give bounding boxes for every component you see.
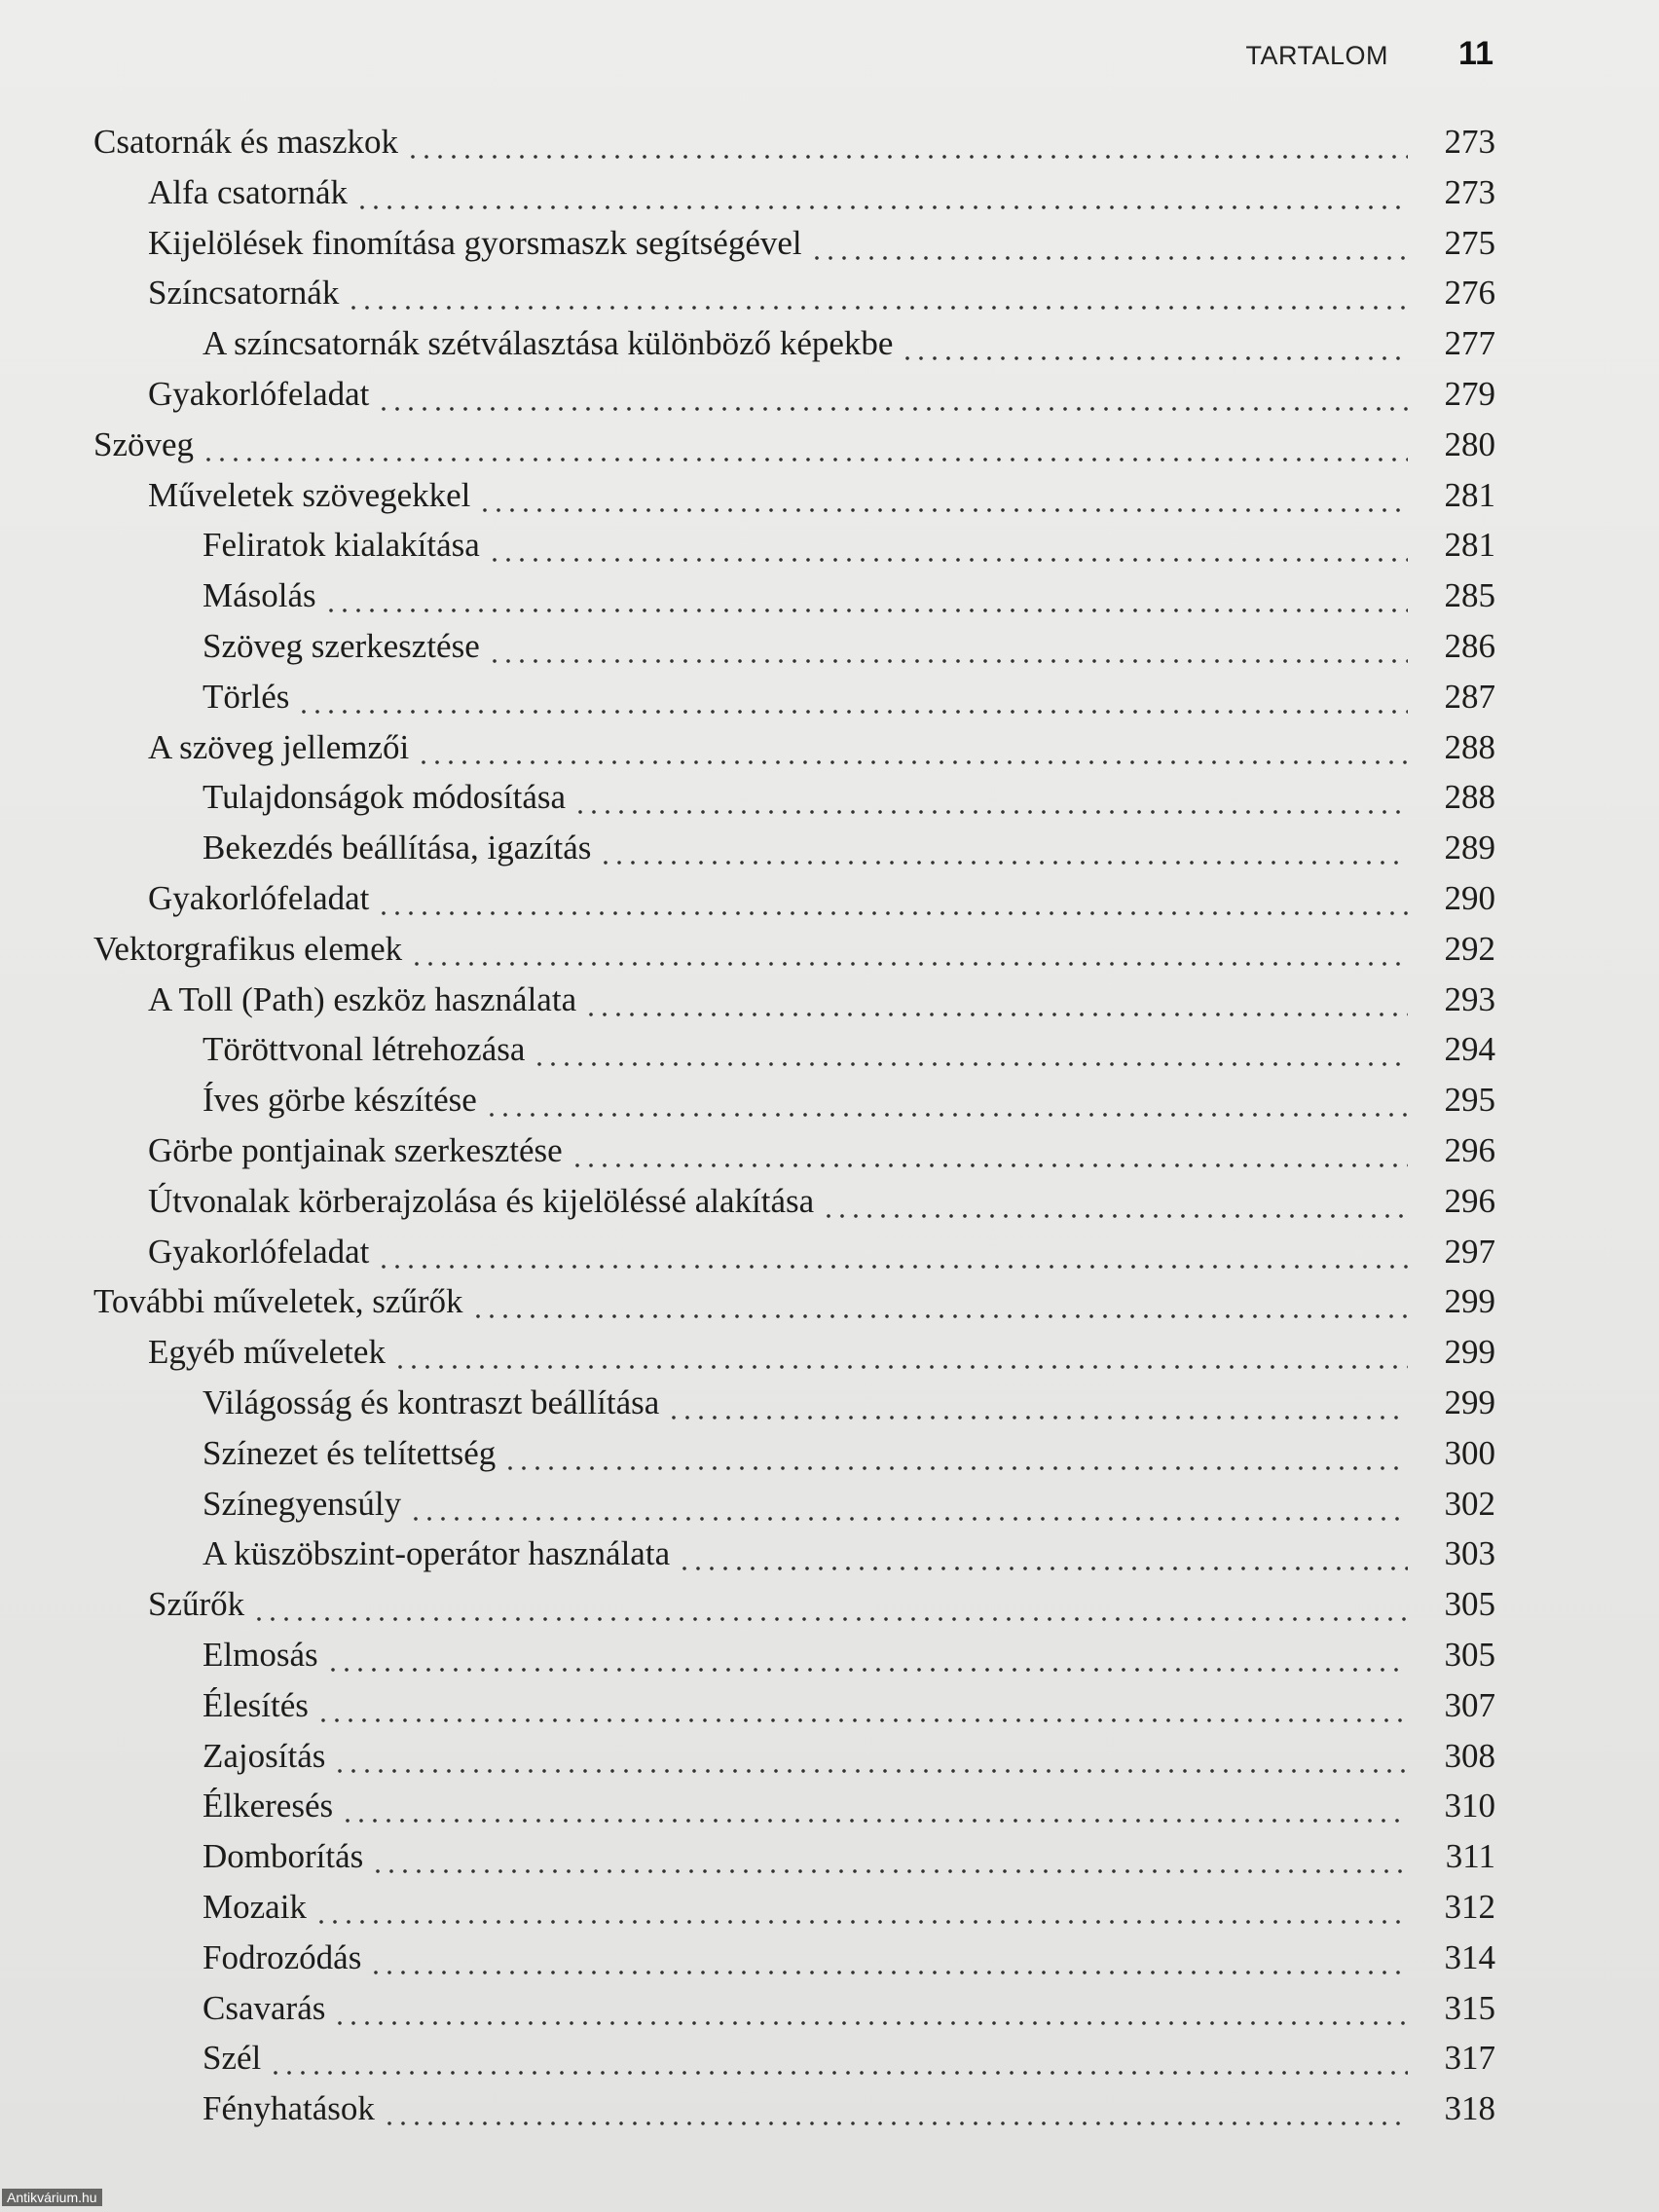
dot-leader [488, 621, 1408, 672]
toc-entry-title: Szöveg szerkesztése [203, 627, 480, 665]
dot-leader [533, 1024, 1408, 1075]
toc-entry [93, 420, 1495, 470]
toc-entry-title: Színegyensúly [203, 1485, 402, 1523]
toc-entry [203, 1983, 1495, 2034]
toc-entry-title: A színcsatornák szétválasztása különböző képekbe [203, 324, 894, 362]
dot-leader [417, 722, 1408, 773]
toc-entry-page: 299 [1444, 1383, 1495, 1421]
toc-entry-page: 281 [1444, 476, 1495, 514]
toc-entry-title: Domborítás [203, 1837, 364, 1875]
dot-leader [202, 420, 1408, 470]
toc-entry-title: Elmosás [203, 1636, 318, 1674]
toc-entry [203, 1831, 1495, 1882]
toc-entry-page: 273 [1444, 123, 1495, 161]
dot-leader [393, 1327, 1408, 1378]
toc-entry-page: 302 [1444, 1485, 1495, 1523]
dot-leader [377, 1227, 1408, 1277]
toc-entry-title: Csavarás [203, 1989, 326, 2027]
toc-entry-title: További műveletek, szűrők [93, 1282, 463, 1320]
toc-entry [203, 823, 1495, 873]
toc-entry [203, 621, 1495, 672]
toc-entry-title: Műveletek szövegekkel [148, 476, 471, 514]
dot-leader [406, 117, 1408, 167]
dot-leader [333, 1731, 1408, 1782]
page-number: 11 [1458, 35, 1493, 72]
toc-entry-page: 290 [1444, 879, 1495, 917]
toc-entry [203, 1024, 1495, 1075]
dot-leader [252, 1579, 1408, 1630]
toc-entry-title: Alfa csatornák [148, 173, 349, 211]
toc-entry [203, 1680, 1495, 1731]
toc-entry-page: 288 [1444, 778, 1495, 816]
toc-entry-title: Gyakorlófeladat [148, 879, 370, 917]
toc-entry [148, 975, 1495, 1025]
toc-entry [203, 1731, 1495, 1782]
toc-entry-page: 285 [1444, 576, 1495, 614]
toc-entry [148, 873, 1495, 924]
dot-leader [571, 1125, 1408, 1176]
toc-entry [148, 1227, 1495, 1277]
toc-entry-page: 305 [1444, 1636, 1495, 1674]
toc-entry-page: 311 [1445, 1837, 1495, 1875]
toc-entry [148, 1125, 1495, 1176]
toc-entry-title: Kijelölések finomítása gyorsmaszk segítségével [148, 224, 802, 262]
toc-entry-page: 314 [1444, 1938, 1495, 1976]
toc-entry-page: 299 [1444, 1333, 1495, 1371]
toc-entry [203, 2083, 1495, 2134]
toc-entry [203, 1479, 1495, 1530]
dot-leader [478, 470, 1408, 521]
toc-entry-title: Töröttvonal létrehozása [203, 1030, 526, 1068]
toc-entry-title: Mozaik [203, 1888, 307, 1926]
toc-entry-title: A Toll (Path) eszköz használata [148, 980, 577, 1018]
toc-entry [148, 1327, 1495, 1378]
dot-leader [503, 1428, 1408, 1479]
toc-entry [203, 1075, 1495, 1125]
toc-entry [93, 1276, 1495, 1327]
toc-entry-title: Szél [203, 2039, 262, 2077]
toc-entry-title: Világosság és kontraszt beállítása [203, 1383, 660, 1421]
toc-entry [203, 1378, 1495, 1428]
toc-entry-page: 281 [1444, 526, 1495, 564]
dot-leader [369, 1933, 1408, 1983]
toc-entry-title: Tulajdonságok módosítása [203, 778, 567, 816]
toc-entry-title: Vektorgrafikus elemek [93, 930, 403, 968]
toc-entry-title: Bekezdés beállítása, igazítás [203, 829, 592, 866]
toc-entry-title: Másolás [203, 576, 316, 614]
toc-entry-page: 295 [1444, 1081, 1495, 1119]
toc-entry-title: Feliratok kialakítása [203, 526, 480, 564]
toc-entry-page: 318 [1444, 2089, 1495, 2127]
toc-entry [203, 1428, 1495, 1479]
toc-entry [203, 1781, 1495, 1831]
toc-entry-page: 308 [1444, 1737, 1495, 1775]
toc-entry [148, 722, 1495, 773]
dot-leader [822, 1176, 1408, 1227]
toc-entry [148, 218, 1495, 269]
toc-entry-page: 315 [1444, 1989, 1495, 2027]
dot-leader [584, 975, 1408, 1025]
running-header [1246, 35, 1493, 73]
dot-leader [355, 167, 1408, 218]
toc-entry [203, 520, 1495, 571]
toc-entry-page: 287 [1444, 678, 1495, 716]
dot-leader [409, 1479, 1408, 1530]
toc-entry-page: 300 [1444, 1434, 1495, 1472]
toc-entry-title: Törlés [203, 678, 290, 716]
toc-entry-page: 310 [1444, 1787, 1495, 1825]
toc-entry-title: Egyéb műveletek [148, 1333, 386, 1371]
toc-entry-title: Csatornák és maszkok [93, 123, 398, 161]
toc-entry-title: Fodrozódás [203, 1938, 362, 1976]
toc-entry-title: Fényhatások [203, 2089, 375, 2127]
toc-entry-page: 297 [1444, 1233, 1495, 1271]
toc-entry [203, 318, 1495, 369]
dot-leader [410, 924, 1408, 975]
dot-leader [573, 772, 1408, 823]
toc-entry-page: 317 [1444, 2039, 1495, 2077]
toc-entry-page: 293 [1444, 980, 1495, 1018]
toc-entry [148, 470, 1495, 521]
toc-entry-title: Zajosítás [203, 1737, 326, 1775]
toc-entry [148, 1176, 1495, 1227]
dot-leader [471, 1276, 1408, 1327]
dot-leader [333, 1983, 1408, 2034]
toc-entry-page: 277 [1444, 324, 1495, 362]
toc-entry-title: Szöveg [93, 425, 195, 463]
toc-entry [203, 1882, 1495, 1933]
dot-leader [488, 520, 1408, 571]
dot-leader [316, 1680, 1408, 1731]
dot-leader [667, 1378, 1408, 1428]
toc-entry [203, 772, 1495, 823]
dot-leader [324, 571, 1408, 621]
watermark: Antikvárium.hu [2, 2189, 102, 2206]
dot-leader [377, 873, 1408, 924]
toc-entry-title: Gyakorlófeladat [148, 1233, 370, 1271]
toc-entry-title: A szöveg jellemzői [148, 728, 410, 766]
dot-leader [485, 1075, 1408, 1125]
toc-entry-title: Élesítés [203, 1686, 309, 1724]
toc-entry-page: 307 [1444, 1686, 1495, 1724]
dot-leader [347, 268, 1408, 318]
dot-leader [383, 2083, 1408, 2134]
toc-entry-title: Görbe pontjainak szerkesztése [148, 1131, 563, 1169]
toc-entry [203, 1529, 1495, 1579]
toc-entry [203, 672, 1495, 722]
dot-leader [341, 1781, 1408, 1831]
toc-entry [203, 571, 1495, 621]
toc-entry-page: 275 [1444, 224, 1495, 262]
toc-entry [148, 1579, 1495, 1630]
dot-leader [297, 672, 1408, 722]
dot-leader [678, 1529, 1408, 1579]
toc-entry-page: 312 [1444, 1888, 1495, 1926]
toc-entry-page: 303 [1444, 1534, 1495, 1572]
section-title: TARTALOM [1245, 41, 1389, 70]
dot-leader [377, 369, 1408, 420]
toc-entry-title: Útvonalak körberajzolása és kijelöléssé alakítása [148, 1182, 815, 1220]
toc-entry-title: Élkeresés [203, 1787, 334, 1825]
toc-entry-page: 273 [1444, 173, 1495, 211]
toc-entry-page: 286 [1444, 627, 1495, 665]
toc-entry [203, 1630, 1495, 1680]
toc-entry-page: 280 [1444, 425, 1495, 463]
toc-entry-page: 276 [1444, 274, 1495, 312]
toc-entry [93, 117, 1495, 167]
toc-entry-page: 292 [1444, 930, 1495, 968]
dot-leader [314, 1882, 1408, 1933]
toc-entry [148, 167, 1495, 218]
toc-entry-title: A küszöbszint-operátor használata [203, 1534, 671, 1572]
toc-entry-page: 296 [1444, 1182, 1495, 1220]
toc-entry-page: 279 [1444, 375, 1495, 413]
toc-entry-page: 289 [1444, 829, 1495, 866]
toc-entry-page: 305 [1444, 1585, 1495, 1623]
dot-leader [269, 2033, 1408, 2083]
dot-leader [326, 1630, 1408, 1680]
toc-entry [148, 369, 1495, 420]
toc-entry [148, 268, 1495, 318]
toc-entry [203, 1933, 1495, 1983]
dot-leader [810, 218, 1408, 269]
toc-entry-title: Gyakorlófeladat [148, 375, 370, 413]
toc-entry-page: 296 [1444, 1131, 1495, 1169]
toc-entry-title: Szűrők [148, 1585, 245, 1623]
toc-entry-page: 294 [1444, 1030, 1495, 1068]
toc-entry-title: Színezet és telítettség [203, 1434, 497, 1472]
toc-entry-title: Színcsatornák [148, 274, 340, 312]
toc-entry-page: 299 [1444, 1282, 1495, 1320]
toc-entry [93, 924, 1495, 975]
toc-entry-page: 288 [1444, 728, 1495, 766]
toc-entry [203, 2033, 1495, 2083]
toc-entry-title: Íves görbe készítése [203, 1081, 477, 1119]
dot-leader [599, 823, 1408, 873]
dot-leader [901, 318, 1408, 369]
dot-leader [371, 1831, 1408, 1882]
